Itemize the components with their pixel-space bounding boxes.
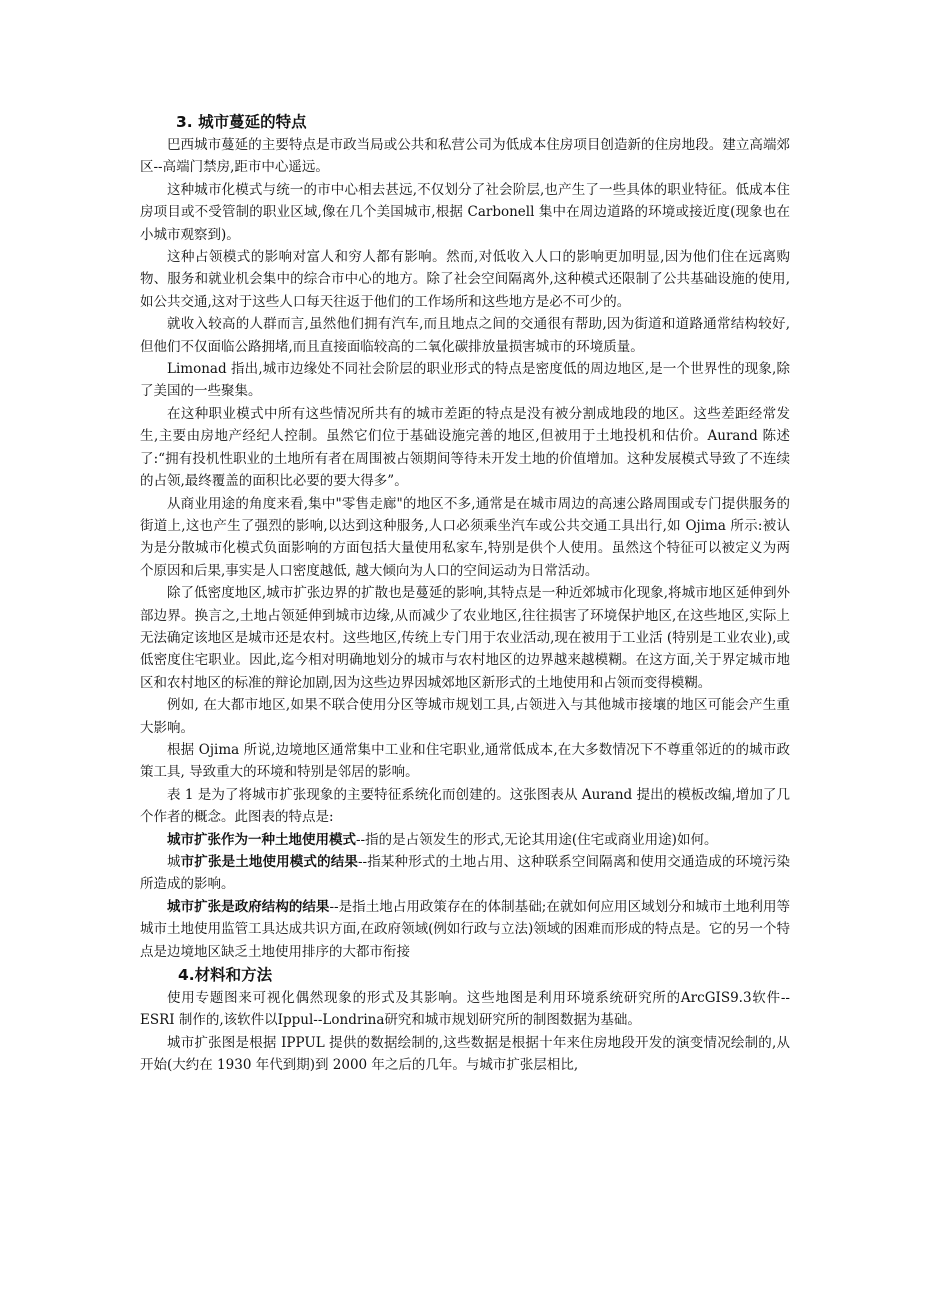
paragraph: Limonad 指出,城市边缘处不同社会阶层的职业形式的特点是密度低的周边地区,是一个世界性的现象,除了美国的一些聚集。	[140, 361, 790, 400]
bold-term: 城市扩张是政府结构的结果	[167, 898, 330, 915]
paragraph: 例如, 在大都市地区,如果不联合使用分区等城市规划工具,占领进入与其他城市接壤的地区可能会产生重大影响。	[140, 697, 790, 736]
paragraph-text: --是指土地占用政策存在的体制基础;在就如何应用区域划分和城市土地利用等城市土地使用监管工具达成共识方面,在政府领域(例如行政与立法)领域的困难而形成的特点是。它的另一个特点是边境地区缺乏土地使用排序的大都市衔接	[140, 898, 791, 960]
paragraph-text: --指的是占领发生的形式,无论其用途(住宅或商业用途)如何。	[356, 831, 718, 848]
paragraph-land-use-result	[140, 851, 790, 896]
section-3-heading: 3. 城市蔓延的特点	[176, 113, 307, 131]
paragraph-government-structure	[140, 896, 790, 963]
section-4-heading: 4.材料和方法	[178, 966, 273, 985]
paragraph: 表 1 是为了将城市扩张现象的主要特征系统化而创建的。这张图表从 Aurand 提出的模板改编,增加了几个作者的概念。此图表的特点是:	[140, 786, 790, 826]
paragraph: 这种城市化模式与统一的市中心相去甚远,不仅划分了社会阶层,也产生了一些具体的职业特征。低成本住房项目或不受管制的职业区域,像在几个美国城市,根据 Carbonell 集中在周边道路的环境或接近度(现象也在小城市观察到)。	[140, 181, 790, 243]
paragraph: 从商业用途的角度来看,集中"零售走廊"的地区不多,通常是在城市周边的高速公路周围或专门提供服务的街道上,这也产生了强烈的影响,以达到这种服务,人口必须乘坐汽车或公共交通工具出行,如 Ojima 所示:被认为是分散城市化模式负面影响的方面包括大量使用私家车,特别是供个人使用。虽然这个特征可以被定义为两个原因和后果,事实是人口密度越低, 越大倾向为人口的空间运动为日常活动。	[140, 495, 790, 579]
paragraph: 根据 Ojima 所说,边境地区通常集中工业和住宅职业,通常低成本,在大多数情况下不尊重邻近的的城市政策工具, 导致重大的环境和特别是邻居的影响。	[140, 741, 790, 781]
paragraph: 就收入较高的人群而言,虽然他们拥有汽车,而且地点之间的交通很有帮助,因为街道和道路通常结构较好,但他们不仅面临公路拥堵,而且直接面临较高的二氧化碳排放量损害城市的环境质量。	[140, 316, 790, 355]
paragraph-land-use-pattern	[140, 829, 790, 851]
paragraph: 城市扩张图是根据 IPPUL 提供的数据绘制的,这些数据是根据十年来住房地段开发的演变情况绘制的,从开始(大约在 1930 年代到期)到 2000 年之后的几年。与城市扩张层相比,	[140, 1034, 790, 1074]
paragraph: 巴西城市蔓延的主要特点是市政当局或公共和私营公司为低成本住房项目创造新的住房地段。建立高端郊区--高端门禁房,距市中心遥远。	[140, 137, 790, 176]
paragraph: 在这种职业模式中所有这些情况所共有的城市差距的特点是没有被分割成地段的地区。这些差距经常发生,主要由房地产经纪人控制。虽然它们位于基础设施完善的地区,但被用于土地投机和估价。Aurand 陈述了:“拥有投机性职业的土地所有者在周围被占领期间等待未开发土地的价值增加。这种发展模式导致了不连续的占领,最终覆盖的面积比必要的要大得多”。	[140, 405, 790, 490]
paragraph: 这种占领模式的影响对富人和穷人都有影响。然而,对低收入人口的影响更加明显,因为他们住在远离购物、服务和就业机会集中的综合市中心的地方。除了社会空间隔离外,这种模式还限制了公共基础设施的使用,如公共交通,这对于这些人口每天往返于他们的工作场所和这些地方是必不可少的。	[140, 249, 790, 310]
paragraph: 使用专题图来可视化偶然现象的形式及其影响。这些地图是利用环境系统研究所的ArcGIS9.3软件--ESRI 制作的,该软件以Ippul--Londrina研究和城市规划研究所的制图数据为基础。	[140, 990, 790, 1029]
paragraph-lead-char: 城	[167, 854, 181, 870]
bold-term: 城市扩张作为一种土地使用模式	[167, 831, 356, 848]
paragraph: 除了低密度地区,城市扩张边界的扩散也是蔓延的影响,其特点是一种近郊城市化现象,将城市地区延伸到外部边界。换言之,土地占领延伸到城市边缘,从而减少了农业地区,往往损害了环境保护地区,在这些地区,实际上无法确定该地区是城市还是农村。这些地区,传统上专门用于农业活动,现在被用于工业活 (特别是工业农业),或低密度住宅职业。因此,迄今相对明确地划分的城市与农村地区的边界越来越模糊。在这方面,关于界定城市地区和农村地区的标准的辩论加剧,因为这些边界因城郊地区新形式的土地使用和占领而变得模糊。	[140, 585, 790, 691]
bold-term: 市扩张是土地使用模式的结果	[180, 854, 358, 870]
paragraph-text: --指某种形式的土地占用、这种联系空间隔离和使用交通造成的环境污染所造成的影响。	[140, 854, 791, 893]
